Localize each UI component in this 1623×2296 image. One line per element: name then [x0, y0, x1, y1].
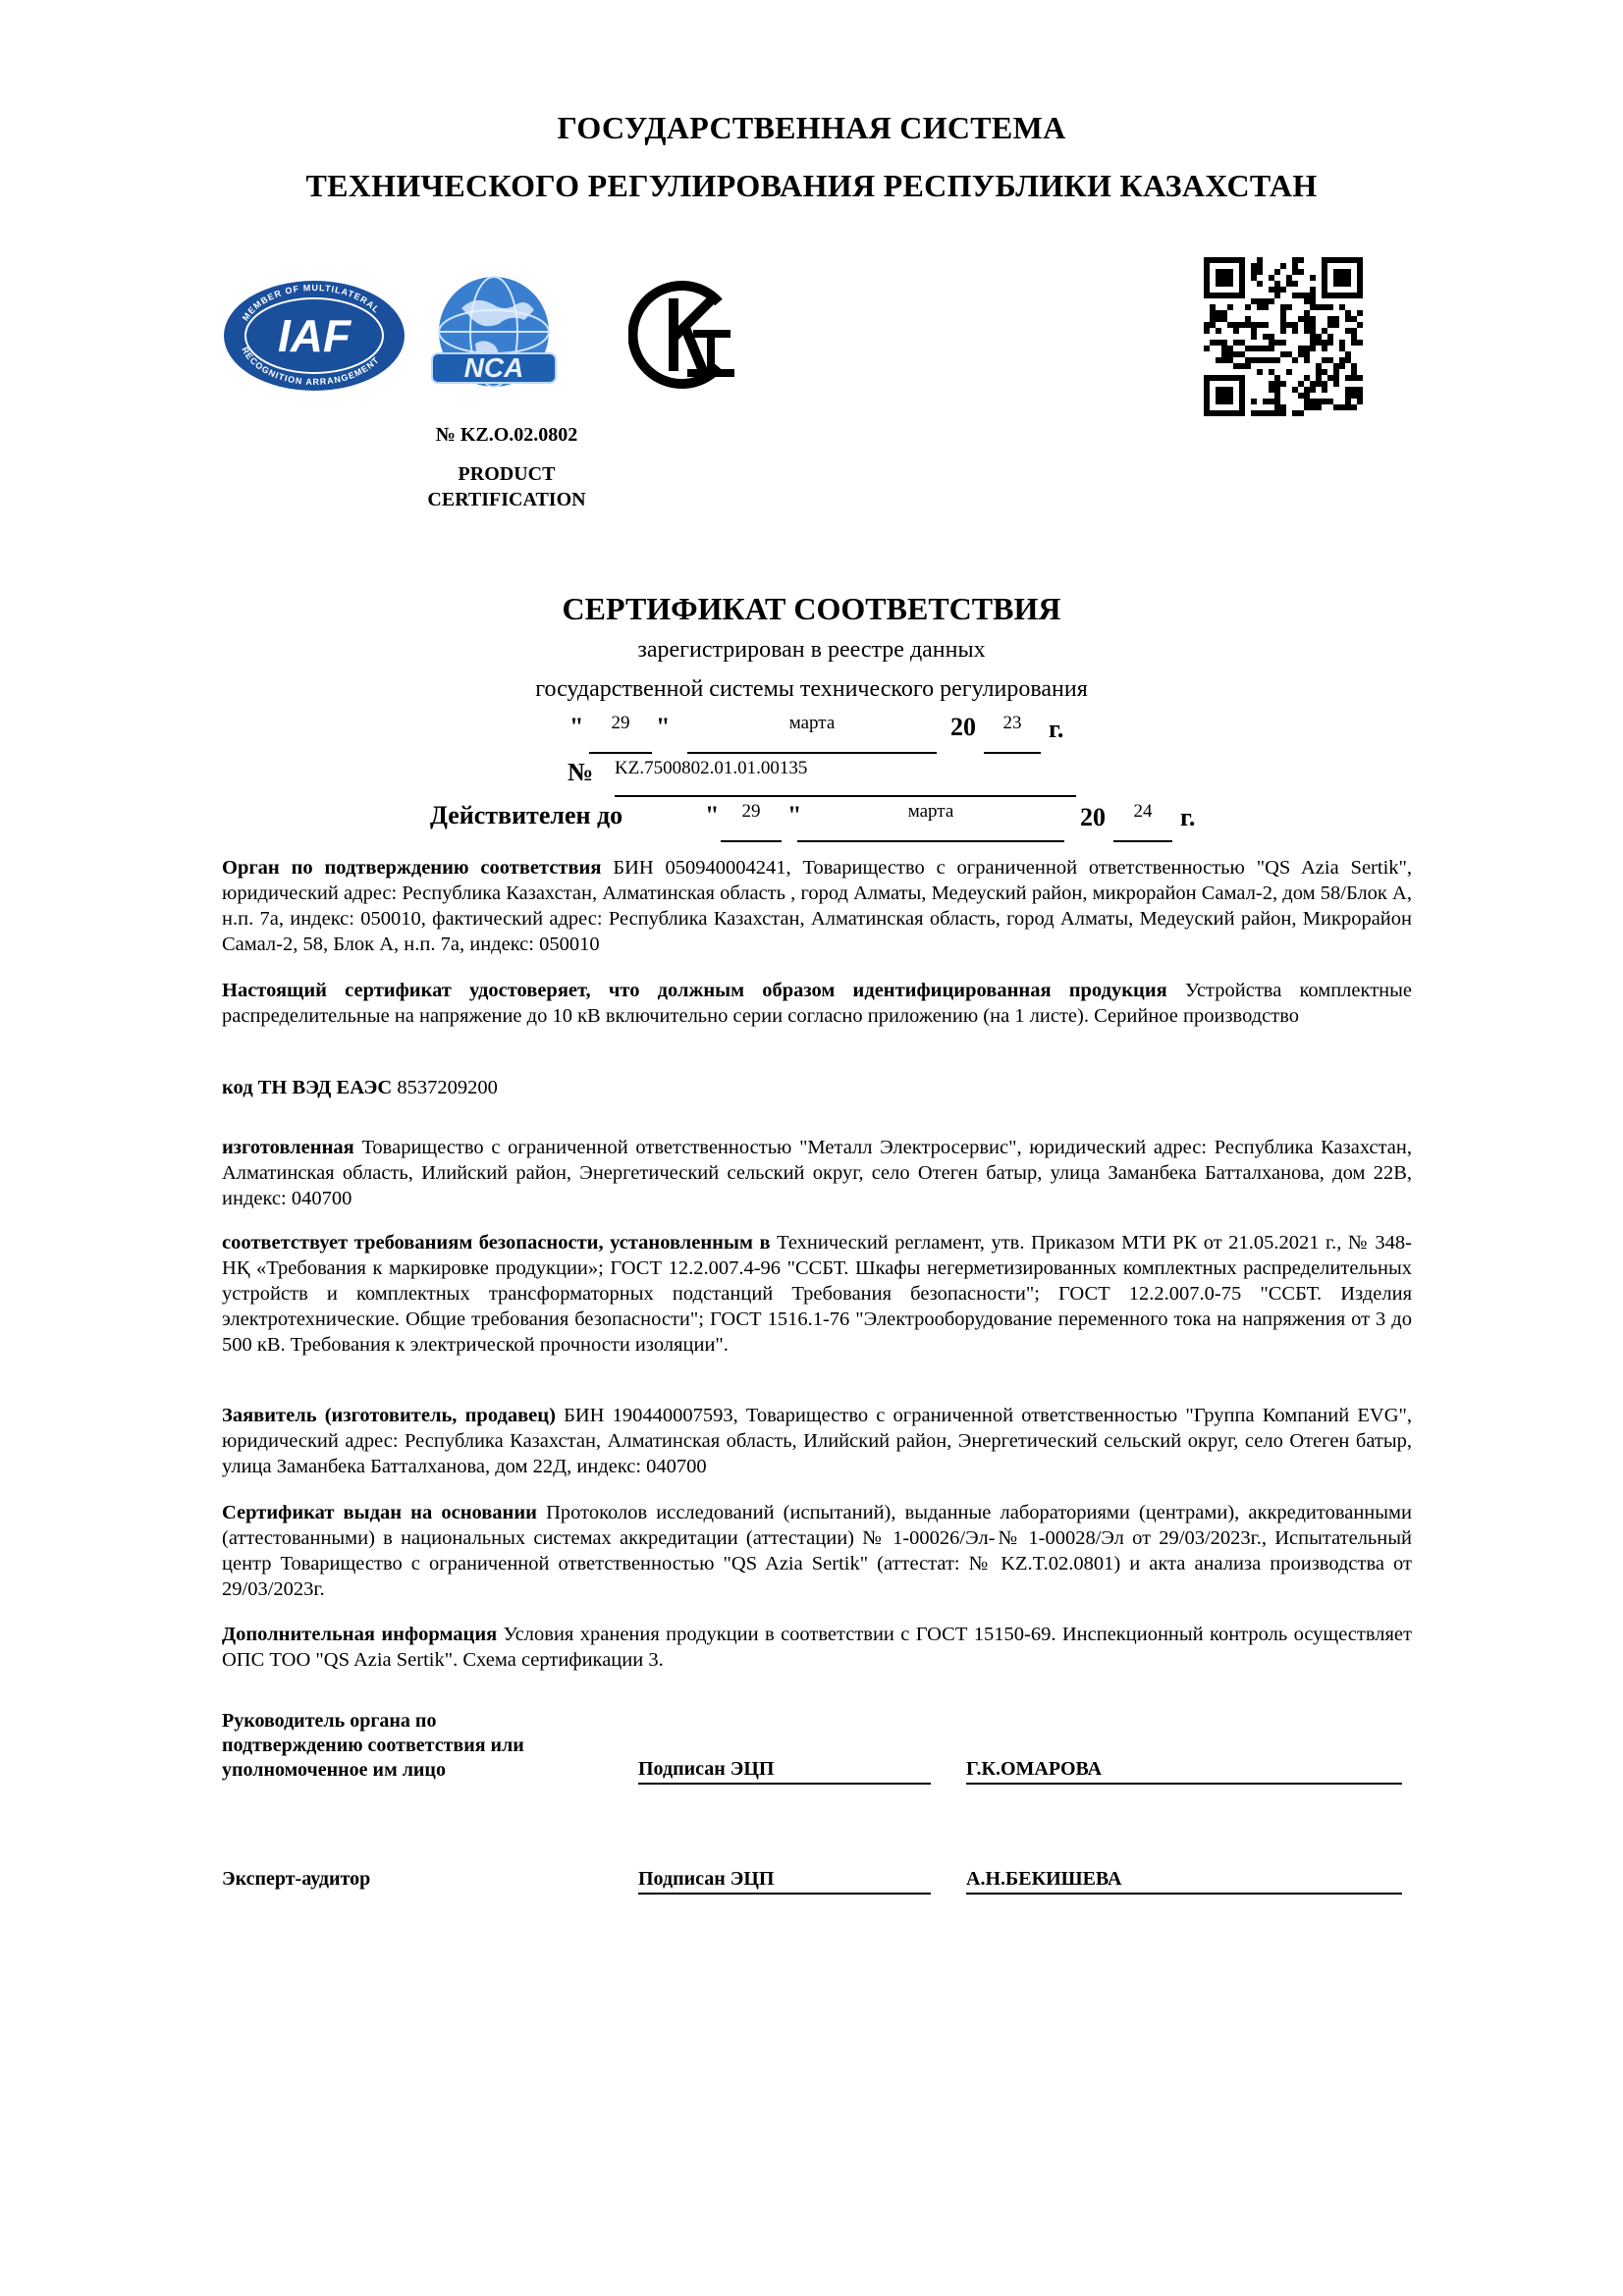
requirements-lead: соответствует требованиям безопасности, установленным в	[222, 1232, 771, 1254]
head-signer-title	[222, 1709, 524, 1783]
valid-month: марта	[797, 801, 1064, 842]
cert-number: KZ.7500802.01.01.00135	[615, 758, 1076, 797]
head-signer-line-1: Руководитель органа по	[222, 1710, 437, 1732]
expert-signed-label: Подписан ЭЦП	[638, 1868, 775, 1890]
reg-quote-open: "	[569, 713, 584, 741]
extra-info-lead: Дополнительная информация	[222, 1624, 498, 1645]
requirements-text: Технический регламент, утв. Приказом МТИ РК от 21.05.2021 г., № 348-НҚ «Требования к маркировке продукции»; ГОСТ 12.2.007.4-96 "ССБТ. Шкафы негерметизированных комплектных распределительных устройств и комплектных трансформаторных подстанций Требования безопасности"; ГОСТ 12.2.007.0-75 "ССБТ. Изделия электротехнические. Общие требования безопасности"; ГОСТ 1516.1-76 "Электрооборудование переменного тока на напряжения от 3 до 500 кВ. Требования к электрической прочности изоляции".	[222, 1232, 1412, 1356]
extra-info-text: Условия хранения продукции в соответствии с ГОСТ 15150-69. Инспекционный контроль осуществляет ОПС ТОО "QS Azia Sertik". Схема сертификации 3.	[222, 1624, 1412, 1671]
valid-until-label: Действителен до	[430, 801, 623, 829]
header-line-1: ГОСУДАРСТВЕННАЯ СИСТЕМА	[557, 110, 1066, 145]
head-signer-line-2: подтверждению соответствия или	[222, 1735, 524, 1756]
basis-text: Протоколов исследований (испытаний), выданные лабораториями (центрами), аккредитованными (аттестованными) в национальных системах аккредитации (аттестации) № 1-00026/Эл-№ 1-00028/Эл от 29/03/2023г., Испытательный центр Товарищество с ограниченной ответственностью "QS Azia Sertik" (аттестат: № KZ.T.02.0801) и акта анализа производства от 29/03/2023г.	[222, 1502, 1412, 1600]
organ-paragraph	[222, 855, 1412, 957]
reg-year-suffix: г.	[1049, 715, 1064, 743]
qr-code	[1204, 257, 1363, 416]
reg-quote-close: "	[656, 713, 671, 741]
code-lead: код ТН ВЭД ЕАЭС	[222, 1077, 393, 1098]
valid-quote-close: "	[787, 801, 802, 829]
valid-day: 29	[721, 801, 782, 842]
accreditation-number: № KZ.O.02.0802	[435, 424, 578, 446]
maker-text: Товарищество с ограниченной ответственностью "Металл Электросервис", юридический адрес: Республика Казахстан, Алматинская область, Илийский район, Энергетический сельский округ, село Отеген батыр, улица Заманбека Батталханова, дом 22В, индекс: 040700	[222, 1137, 1413, 1209]
reg-year: 23	[984, 713, 1041, 754]
head-signature-line	[638, 1783, 931, 1785]
code-text: 8537209200	[397, 1077, 498, 1098]
code-paragraph	[222, 1075, 1412, 1100]
certificate-subtitle-1: зарегистрирован в реестре данных	[637, 637, 986, 663]
expert-name-line	[966, 1893, 1402, 1895]
header-line-2: ТЕХНИЧЕСКОГО РЕГУЛИРОВАНИЯ РЕСПУБЛИКИ КАЗАХСТАН	[305, 168, 1318, 203]
reg-day: 29	[589, 713, 652, 754]
organ-text: БИН 050940004241, Товарищество с ограниченной ответственностью "QS Azia Sertik", юридический адрес: Республика Казахстан, Алматинская область , город Алматы, Медеуский район, микрорайон Самал-2, дом 58/Блок А, н.п. 7а, индекс: 050010, фактический адрес: Республика Казахстан, Алматинская область, город Алматы, Медеуский район, Микрорайон Самал-2, 58, Блок А, н.п. 7а, индекс: 050010	[222, 857, 1413, 955]
reg-month: марта	[687, 713, 937, 754]
expert-name: А.Н.БЕКИШЕВА	[966, 1868, 1122, 1890]
iaf-logo	[222, 279, 406, 393]
expert-title: Эксперт-аудитор	[222, 1868, 371, 1890]
accreditation-label-2: CERTIFICATION	[427, 489, 586, 510]
certificate-title: СЕРТИФИКАТ СООТВЕТСТВИЯ	[562, 591, 1061, 626]
maker-lead: изготовленная	[222, 1137, 354, 1158]
basis-paragraph	[222, 1500, 1412, 1602]
cert-number-label: №	[568, 758, 594, 786]
requirements-paragraph	[222, 1230, 1412, 1358]
iaf-ring-bottom: RECOGNITION ARRANGEMENT	[240, 345, 382, 388]
expert-signature-line	[638, 1893, 931, 1895]
product-paragraph	[222, 978, 1412, 1029]
valid-century: 20	[1080, 803, 1106, 831]
iaf-logo-text: IAF	[277, 310, 352, 361]
reg-century: 20	[950, 713, 976, 741]
certificate-subtitle-2: государственной системы технического регулирования	[535, 676, 1088, 702]
applicant-text: БИН 190440007593, Товарищество с ограниченной ответственностью "Группа Компаний EVG", юридический адрес: Республика Казахстан, Алматинская область, Илийский район, Энергетический сельский округ, село Отеген батыр, улица Заманбека Батталханова, дом 22Д, индекс: 040700	[222, 1405, 1412, 1477]
nca-globe-logo	[422, 273, 566, 400]
valid-year: 24	[1113, 801, 1172, 842]
organ-lead: Орган по подтверждению соответствия	[222, 857, 602, 879]
head-signer-line-3: уполномоченное им лицо	[222, 1759, 446, 1781]
valid-quote-open: "	[705, 801, 720, 829]
nca-logo-text: NCA	[463, 352, 524, 383]
head-signed-label: Подписан ЭЦП	[638, 1758, 775, 1780]
basis-lead: Сертификат выдан на основании	[222, 1502, 537, 1523]
accreditation-label-1: PRODUCT	[458, 463, 556, 485]
head-signer-name: Г.К.ОМАРОВА	[966, 1758, 1103, 1780]
iaf-ring-top: MEMBER OF MULTILATERAL	[240, 282, 382, 323]
kz-conformity-mark	[628, 277, 738, 393]
product-lead: Настоящий сертификат удостоверяет, что должным образом идентифицированная продукция	[222, 980, 1167, 1001]
valid-year-suffix: г.	[1180, 803, 1196, 831]
applicant-paragraph	[222, 1403, 1412, 1479]
maker-paragraph	[222, 1135, 1412, 1211]
extra-info-paragraph	[222, 1622, 1412, 1673]
product-text: Устройства комплектные распределительные на напряжение до 10 кВ включительно серии согласно приложению (на 1 листе). Серийное производство	[222, 980, 1412, 1027]
applicant-lead: Заявитель (изготовитель, продавец)	[222, 1405, 556, 1426]
head-name-line	[966, 1783, 1402, 1785]
